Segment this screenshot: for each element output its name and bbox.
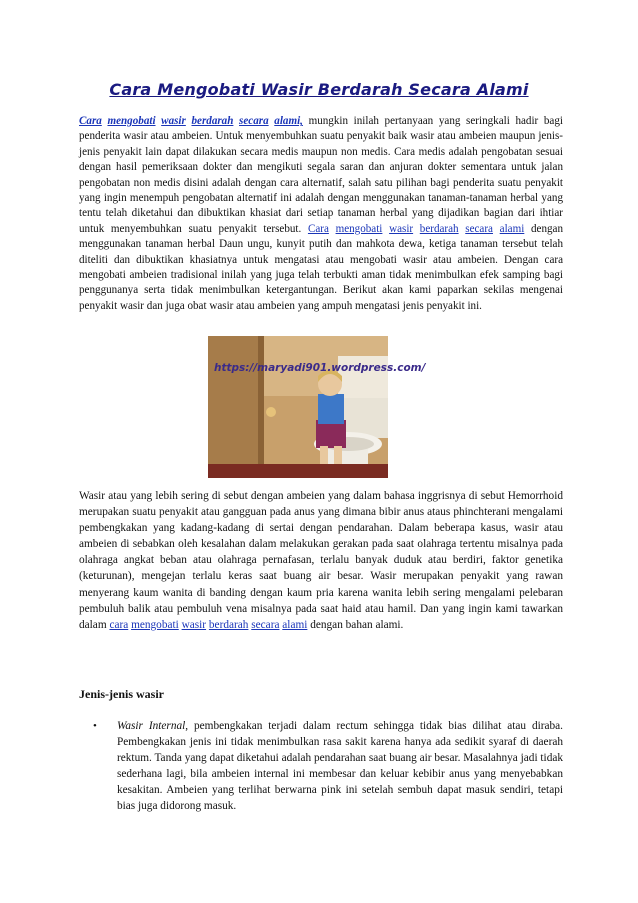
- list-item: [79, 718, 563, 815]
- image-watermark: https://maryadi901.wordpress.com/: [214, 362, 426, 374]
- body-link-cara[interactable]: cara: [109, 618, 129, 631]
- body-text: Wasir atau yang lebih sering di sebut dengan ambeien yang dalam bahasa inggrisnya di sebut Hemorrhoid merupakan suatu penyakit atau gangguan pada anus yang dimana bibir anus ataus phinchterani mengalami pembengkakan yang kadang-kadang di sertai dengan pendarahan. Dalam beberapa kasus, wasir atau ambeien di sebabkan oleh kesalahan dalam melakukan gerakan pada saat olahraga tertentu misalnya pada olahraga angkat beban atau olahraga pernafasan, terlalu banyak duduk atau berdiri, faktor genetika (keturunan), mengejan terlalu keras saat buang air besar. Wasir merupakan penyakit yang rawan menyerang kaum wanita di banding dengan kaum pria karena wanita lebih sering mengalami pelebaran pembuluh balik atau pembuluh vena misalnya pada saat haid atau hamil. Dan yang ingin kami tawarkan dalam: [79, 490, 563, 631]
- wasir-types-list: [79, 718, 563, 815]
- intro-link-secara[interactable]: secara: [239, 115, 269, 127]
- body-text-tail: dengan bahan alami.: [307, 618, 404, 631]
- body-link-berdarah[interactable]: berdarah: [208, 618, 249, 631]
- intro-link-mengobati[interactable]: mengobati: [107, 115, 156, 127]
- intro-link2-alami[interactable]: alami: [499, 222, 525, 235]
- intro-link2-cara[interactable]: Cara: [307, 222, 329, 235]
- bullet-icon: •: [93, 720, 97, 732]
- intro-text-2: dengan menggunakan tanaman herbal Daun ungu, kunyit putih dan mahkota dewa, ketiga tanaman tersebut telah diteliti dan dibuktikan khasiatnya untuk mengatasi atau mengobati wasir atau ambeien. Dengan cara mengobati ambeien tradisional inilah yang juga telah terbukti aman tidak menimbulkan efek samping bagi penggunanya serta tidak menimbulkan ketergantungan. Berikut akan kami paparkan sekilas mengenai penyakit wasir dan juga obat wasir atau ambeien yang ampuh mengatasi jenis penyakit ini.: [79, 222, 564, 312]
- intro-link2-wasir[interactable]: wasir: [389, 222, 414, 235]
- intro-paragraph: [79, 114, 563, 314]
- child-on-toilet-photo: [208, 336, 388, 478]
- section-heading: Jenis-jenis wasir: [79, 687, 164, 701]
- intro-link-wasir[interactable]: wasir: [161, 115, 186, 127]
- intro-link-berdarah[interactable]: berdarah: [191, 115, 234, 127]
- body-link-secara[interactable]: secara: [251, 618, 280, 631]
- intro-link2-mengobati[interactable]: mengobati: [335, 222, 383, 235]
- intro-text: mungkin inilah pertanyaan yang seringkali hadir bagi penderita wasir atau ambeien. Untuk menyembuhkan suatu penyakit baik wasir atau ambeien maupun jenis-jenis penyakit lain dapat dilakukan secara medis maupun non medis. Cara medis adalah pengobatan sesuai dengan hasil pemeriksaan dokter dan mengikuti segala saran dan anjuran dokter sementara untuk jalan pengobatan non medis disini adalah dengan cara alternatif, salah satu pilihan bagi penderita suatu penyakit yang ingin menempuh pengobatan alternatif ini adalah dengan menggunakan tanaman-tanaman herbal yang tentu telah diketahui dan dibuktikan khasiat dari setiap tanaman herbal yang dijadikan bagian dari ihtiar untuk menyembuhkan suatu penyakit tersebut.: [79, 115, 563, 235]
- intro-link2-berdarah[interactable]: berdarah: [419, 222, 459, 235]
- document-title: Cara Mengobati Wasir Berdarah Secara Alami: [109, 80, 529, 99]
- article-image: [208, 336, 426, 478]
- body-paragraph: [79, 488, 563, 633]
- body-link-wasir[interactable]: wasir: [181, 618, 207, 631]
- body-link-mengobati[interactable]: mengobati: [131, 618, 179, 631]
- intro-link-cara[interactable]: Cara: [79, 115, 102, 127]
- body-link-alami[interactable]: alami: [282, 618, 308, 631]
- list-item-text: pembengkakan terjadi dalam rectum sehingga tidak bias dilihat atau diraba. Pembengkakan jenis ini tidak menimbulkan rasa sakit karena hanya ada sedikit syaraf di daerah rektum. Tanda yang dapat diketahui adalah pendarahan saat buang air besar. Masalahnya jadi tidak sederhana lagi, bila ambeien internal ini membesar dan keluar kebibir anus yang menyebabkan kesakitan. Ambeien yang terlihat berwarna pink ini setelah sembuh dapat masuk sendiri, tetapi bias juga didorong masuk.: [117, 720, 564, 813]
- list-item-separator: ,: [185, 720, 194, 732]
- intro-link2-secara[interactable]: secara: [465, 222, 493, 235]
- intro-link-alami[interactable]: alami,: [274, 115, 303, 127]
- list-item-term: Wasir Internal: [117, 720, 186, 732]
